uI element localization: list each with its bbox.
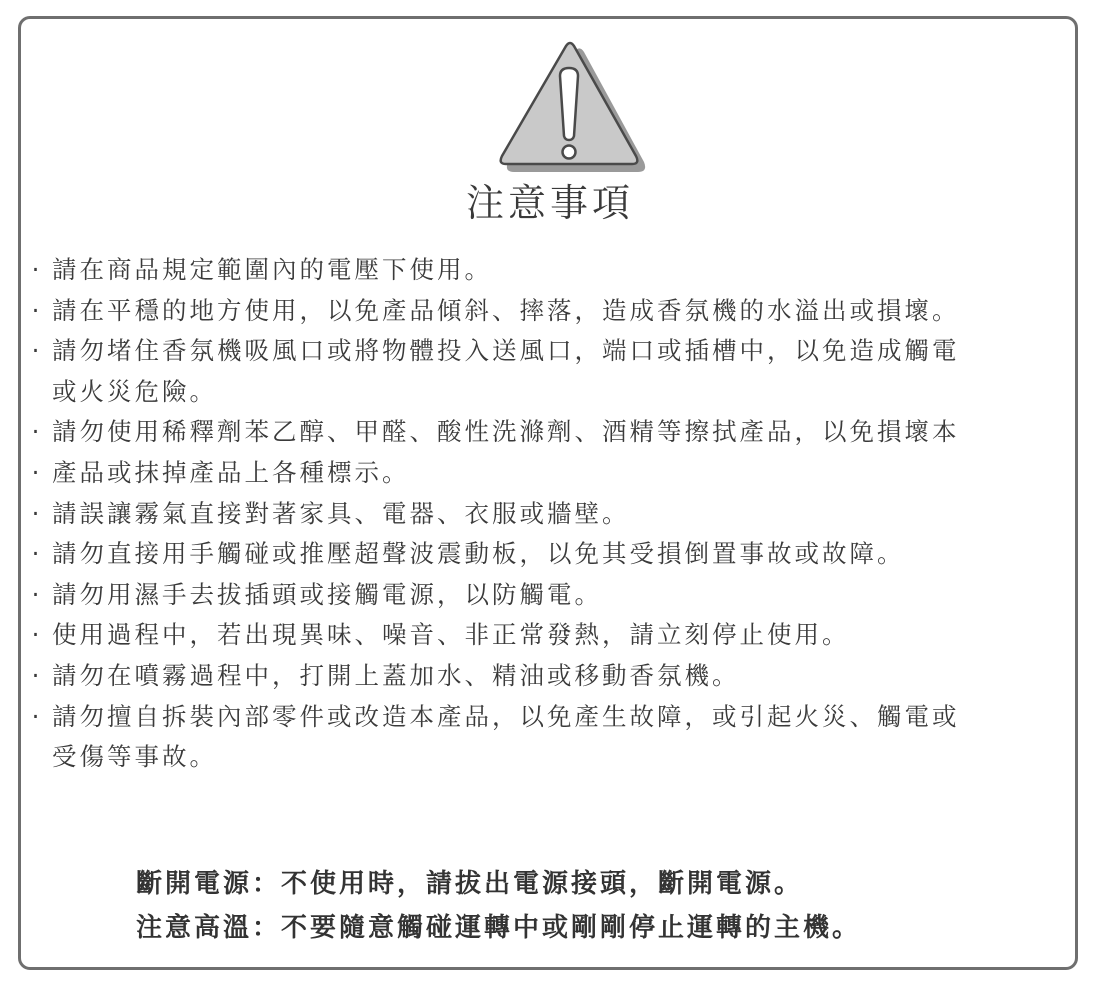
note-item (28, 494, 1078, 535)
footer-warnings (136, 862, 1036, 950)
bullet-dot: · (31, 660, 43, 690)
bullet-dot: · (31, 579, 43, 609)
bullet-dot: · (31, 295, 43, 325)
note-item (28, 291, 1078, 332)
note-item (28, 331, 1078, 412)
bullet-dot: · (31, 336, 43, 366)
note-item (28, 534, 1078, 575)
bullet-dot: · (31, 417, 43, 447)
note-item (28, 575, 1078, 616)
note-line: 請誤讓霧氣直接對著家具、電器、衣服或牆壁。 (52, 498, 630, 528)
note-item (28, 615, 1078, 656)
bullet-dot: · (31, 457, 43, 487)
note-line: 請勿使用稀釋劑苯乙醇、甲醛、酸性洗滌劑、酒精等擦拭產品，以免損壞本 (52, 417, 960, 447)
note-line: 使用過程中，若出現異味、噪音、非正常發熱，請立刻停止使用。 (52, 620, 850, 650)
note-item (28, 412, 1078, 453)
note-line: 或火災危險。 (52, 376, 217, 406)
note-line: 請勿在噴霧過程中，打開上蓋加水、精油或移動香氛機。 (52, 660, 740, 690)
bullet-dot: · (31, 255, 43, 284)
notes-list (28, 250, 1078, 778)
note-item (28, 656, 1078, 697)
note-line: 產品或抹掉產品上各種標示。 (52, 457, 410, 487)
bullet-dot: · (31, 620, 43, 650)
note-line: 受傷等事故。 (52, 742, 217, 772)
bullet-dot: · (31, 539, 43, 569)
note-item (28, 453, 1078, 494)
footer-power-warning: 斷開電源：不使用時，請拔出電源接頭，斷開電源。 (136, 869, 804, 899)
bullet-dot: · (31, 701, 43, 731)
note-line: 請勿直接用手觸碰或推壓超聲波震動板，以免其受損倒置事故或故障。 (52, 539, 905, 569)
note-line: 請勿擅自拆裝內部零件或改造本產品，以免產生故障，或引起火災、觸電或 (52, 701, 960, 731)
notice-heading: 注意事項 (465, 181, 634, 225)
note-line: 請勿堵住香氛機吸風口或將物體投入送風口，端口或插槽中，以免造成觸電 (52, 336, 960, 366)
note-line: 請在平穩的地方使用，以免產品傾斜、摔落，造成香氛機的水溢出或損壞。 (52, 295, 960, 325)
note-item (28, 697, 1078, 778)
warning-triangle-icon (496, 40, 646, 180)
note-line: 請勿用濕手去拔插頭或接觸電源，以防觸電。 (52, 579, 602, 609)
note-item (28, 250, 1078, 291)
bullet-dot: · (31, 498, 43, 528)
note-line: 請在商品規定範圍內的電壓下使用。 (52, 255, 492, 284)
footer-heat-warning: 注意高溫：不要隨意觸碰運轉中或剛剛停止運轉的主機。 (136, 913, 862, 943)
